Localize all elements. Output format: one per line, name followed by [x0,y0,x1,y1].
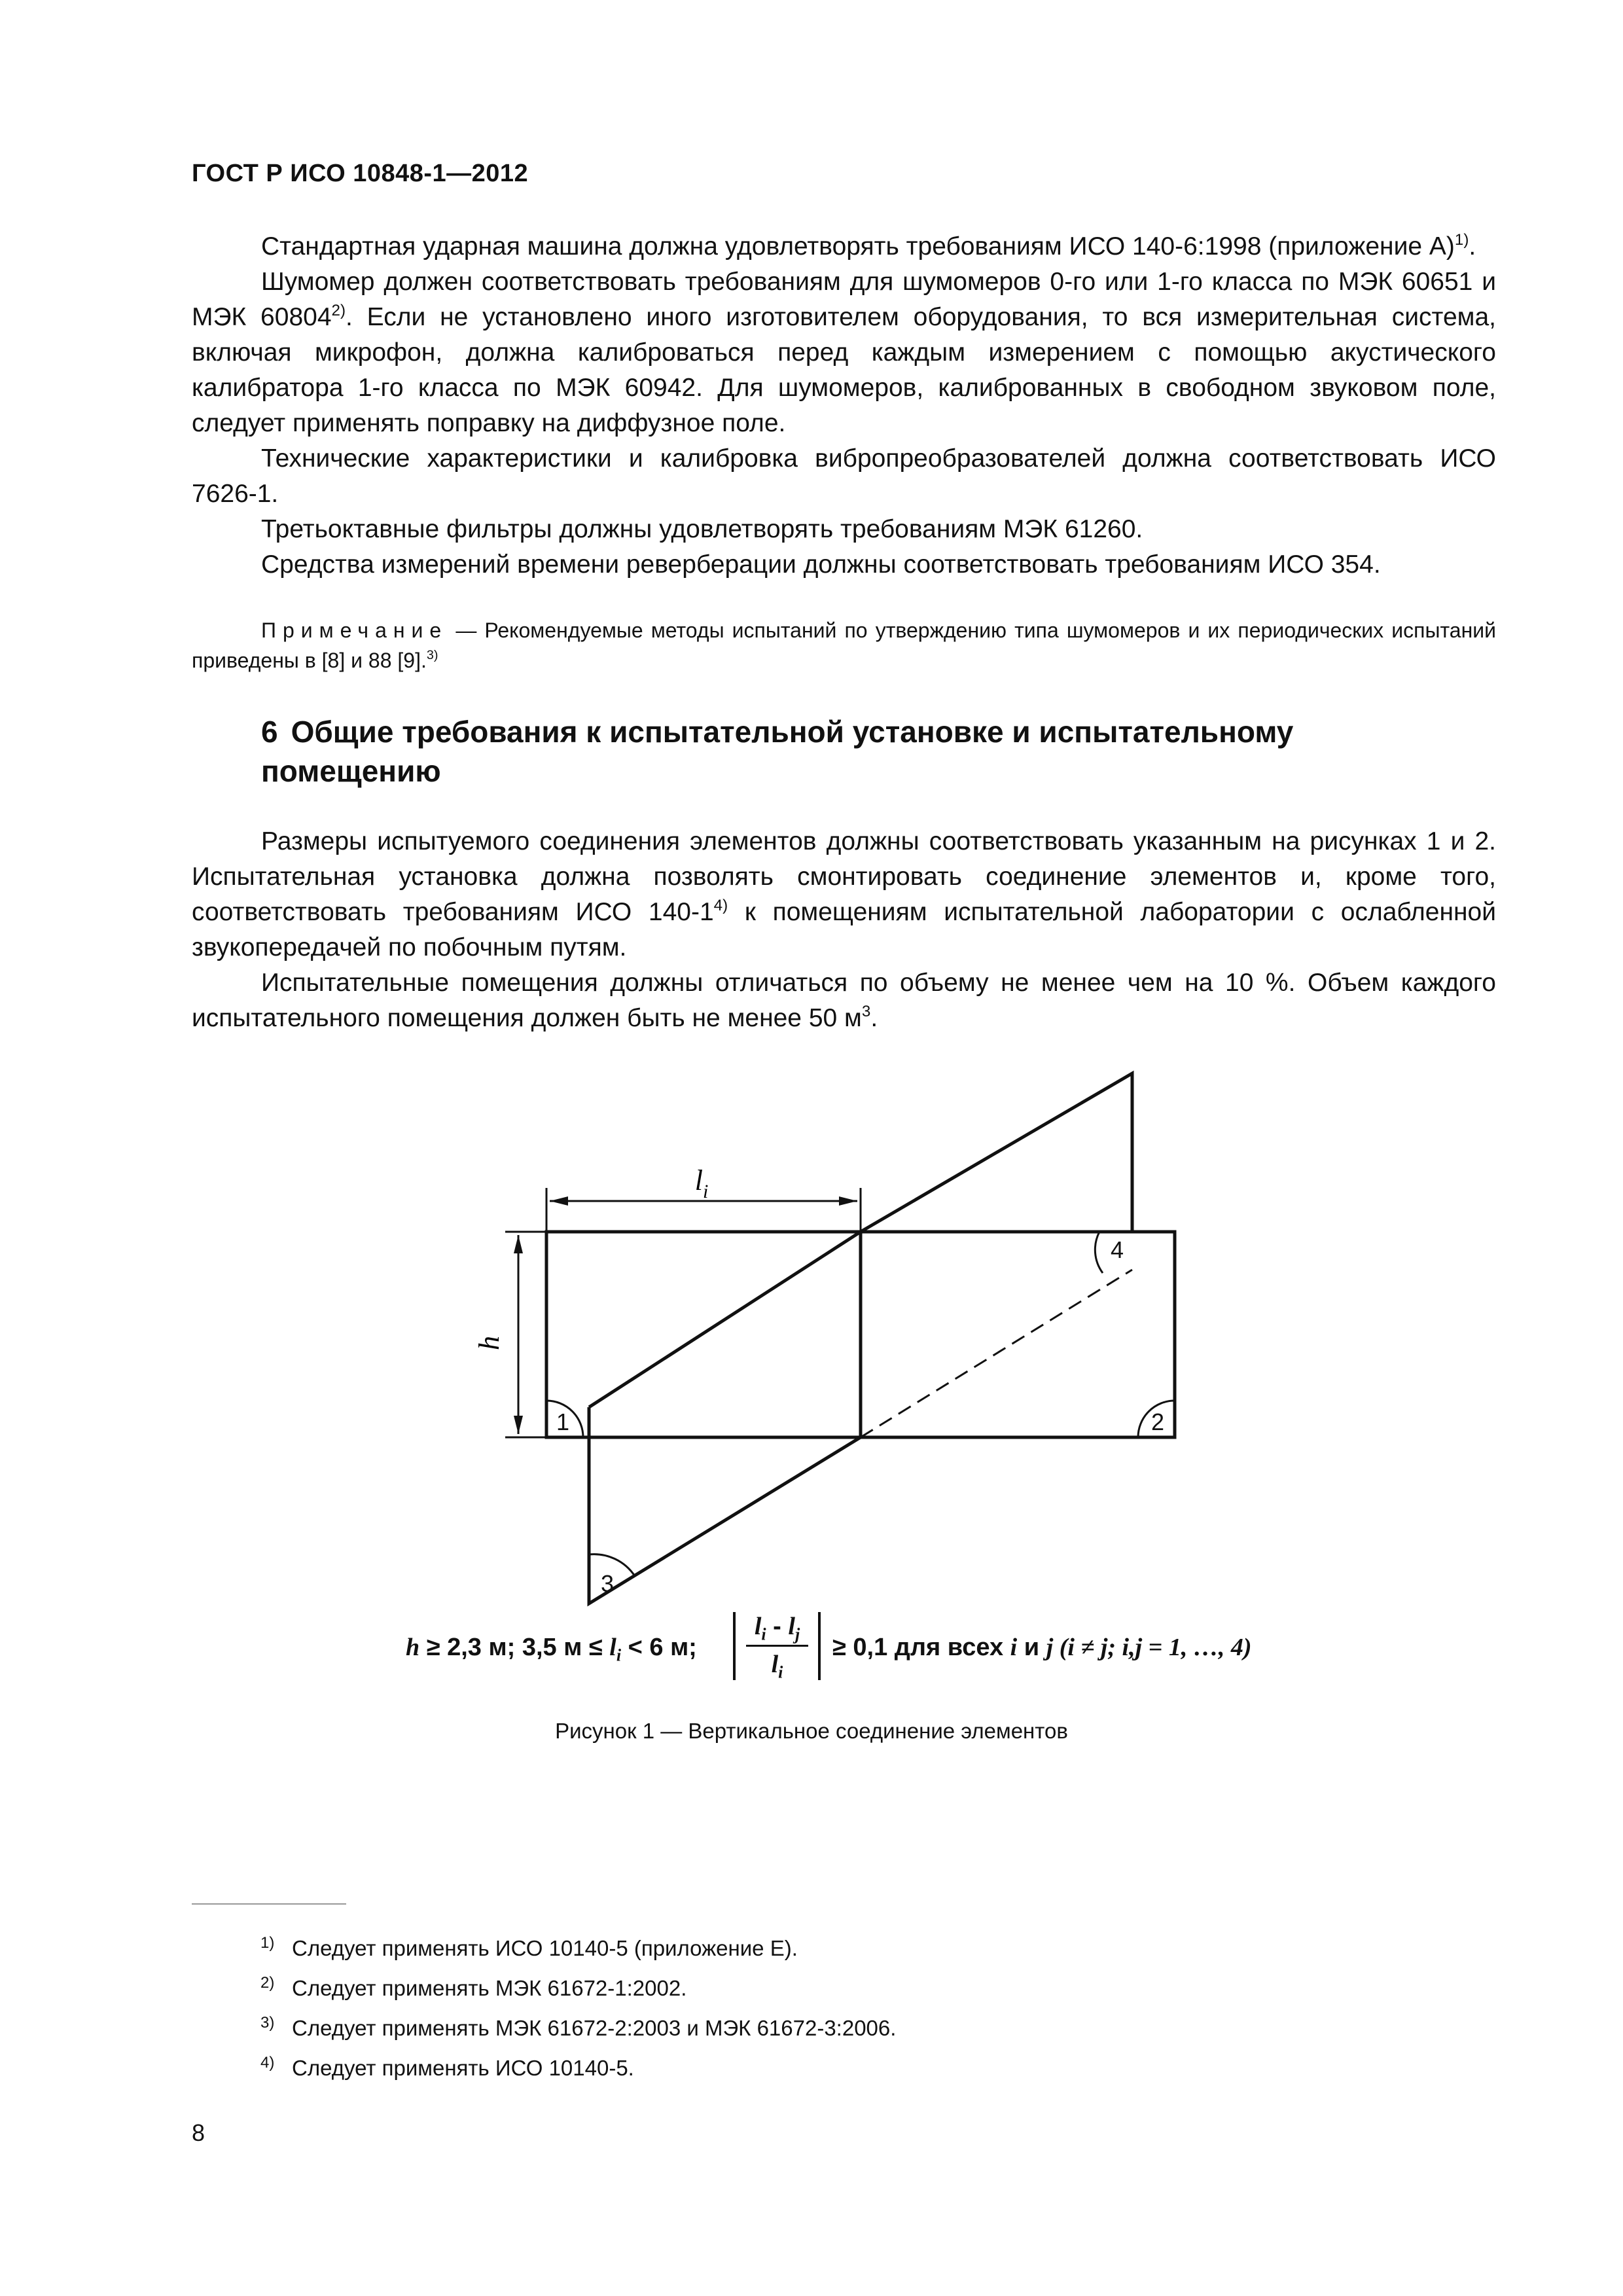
note-label: Примечание [261,619,448,642]
fraction-denominator: $l_i$ [771,1651,783,1682]
paragraph-reverberation: Средства измерений времени реверберации должны соответствовать требованиям ИСО 354. [261,550,1381,579]
corner-label-1: 1 [556,1408,570,1435]
footnote-item: 1) Следует применять ИСО 10140-5 (приложение Е). [260,1934,798,1960]
paragraph-impact-machine: Стандартная ударная машина должна удовлетворять требованиям ИСО 140-6:1998 (приложение А)$^{1)}$. [261,230,1476,260]
label-li: $l_i$ [694,1164,709,1202]
footnote-separator [192,1903,346,1905]
section-body [192,824,1496,1036]
corner-arc-4 [1095,1232,1103,1273]
corner-label-3: 3 [600,1570,615,1597]
arrow-li-right [839,1196,857,1206]
section-heading: 6 Общие требования к испытательной установке и испытательному помещению [261,715,1294,788]
fraction-bar [746,1645,808,1647]
page-number: 8 [192,2119,205,2146]
footnote-item: 4) Следует применять ИСО 10140-5. [260,2054,634,2080]
abs-bar-right [818,1612,821,1680]
figure-caption: Рисунок 1 — Вертикальное соединение элементов [555,1719,1068,1743]
paragraph-joint-dimensions: Размеры испытуемого соединения элементов должны соответствовать указанным на рисунках 1 и 2. Испытательная установка должна позволять смонтировать соединение элементов и, кроме того, соответствовать требованиям ИСО 140-1$^{4)}$ к помещениям испытательной лаборатории с ослабленной звукопередачей по побочным путям. [192,827,1496,961]
formula-left: h ≥ 2,3 м; 3,5 $м \le l_i < 6$ м; [406,1634,697,1665]
arrow-li-left [550,1196,568,1206]
figure-formula [406,1607,1322,1685]
label-h: h [473,1336,505,1350]
corner-label-2: 2 [1150,1408,1165,1435]
note-text: — Рекомендуемые методы испытаний по утверждению типа шумомеров и их периодических испытаний приведены в [8] и 88 [9]. [192,619,1496,672]
note-block: Примечание — Рекомендуемые методы испытаний по утверждению типа шумомеров и их периодических испытаний приведены в [8] и 88 [9].$^{3)}$ [192,619,1496,672]
arrow-h-top [514,1235,523,1253]
abs-bar-left [733,1612,736,1680]
formula-right: ≥ 0,1 для всех i и j (i ≠ j; i,j = 1, …, 4) [832,1634,1252,1661]
requirements-block [192,229,1496,583]
paragraph-octave-filters: Третьоктавные фильтры должны удовлетворять требованиям МЭК 61260. [261,515,1143,543]
vertical-joint-figure [458,1047,1191,1610]
paragraph-sound-level-meter: Шумомер должен соответствовать требованиям для шумомеров 0-го или 1-го класса по МЭК 60651 и МЭК 60804$^{2)}$. Если не установлено иного изготовителем оборудования, то вся измерительная система, включая микрофон, должна калиброваться перед каждым измерением с помощью акустического калибратора 1-го класса по МЭК 60942. Для шумомеров, калиброванных в свободном звуковом поле, следует применять поправку на диффузное поле. [192,268,1496,437]
corner-label-4: 4 [1110,1236,1124,1263]
fraction-numerator: $l_i - l_j$ [754,1613,800,1644]
paragraph-room-volume: Испытательные помещения должны отличаться по объему не менее чем на 10 %. Объем каждого испытательного помещения должен быть не менее 50 $м^3$. [192,969,1496,1032]
footnotes [260,1926,896,2085]
footnote-item: 3) Следует применять МЭК 61672-2:2003 и МЭК 61672-3:2006. [260,2014,897,2040]
footnote-item: 2) Следует применять МЭК 61672-1:2002. [260,1974,687,2000]
document-header: ГОСТ Р ИСО 10848-1—2012 [192,160,529,187]
hidden-edge-2 [861,1270,1132,1437]
paragraph-vibration-transducers: Технические характеристики и калибровка вибропреобразователей должна соответствовать ИСО 7626-1. [192,444,1496,508]
arrow-h-bottom [514,1416,523,1434]
